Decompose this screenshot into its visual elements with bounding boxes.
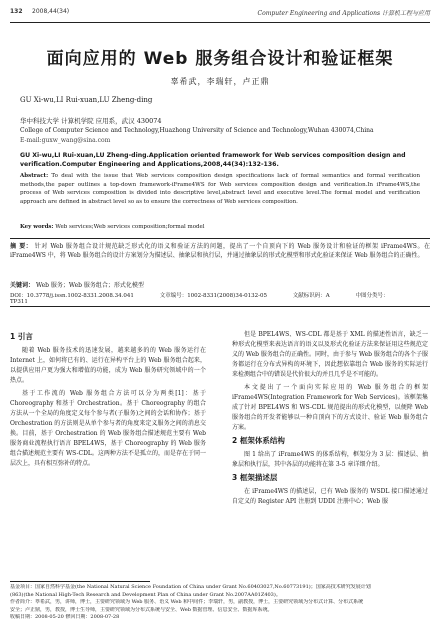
doi: DOI：10.3778/j.issn.1002-8331.2008.34.041 — [10, 293, 134, 299]
footnote-bio-2: 安全；卢正鼎，男，教授，博士生导师，主要研究领域为分布式系统与安全、Web 数据管理、信息安全、数据库系统。 — [10, 606, 273, 613]
article-number: 文章编号：1002-8331(2008)34-0132-05 — [159, 293, 268, 299]
keywords-english-label: Key words: — [20, 224, 54, 230]
body-rule — [10, 306, 430, 307]
intro-paragraph-4: 本文提出了一个面向实际应用的 Web 服务组合的框架 iFrame4WS(Integration Framework for Web Services)。该框架集成了针对 BPEL4WS 和 WS-CDL 规范提出的形式化模型，以便降 Web 服务组合的开发者能够以一种自顶向下的方式设计、验证 Web 服务组合方案。 — [232, 384, 428, 431]
section-heading-architecture: 2 框架体系结构 — [232, 436, 285, 445]
header-rule — [10, 22, 430, 23]
footnote-bio-1: 作者简介：辜希武，男，讲师，博士，主要研究领域为 Web 服务、语义 Web 和中间件；李瑞轩，男，副教授，博士，主要研究领域为分布式计算、分布式系统 — [10, 599, 364, 605]
keywords-english-text: Web services;Web services composition;formal model — [55, 224, 205, 230]
page-number: 132 — [10, 8, 23, 15]
footnotes — [10, 584, 430, 622]
author-email: E-mail:guxw_wang@sina.com — [20, 137, 111, 144]
intro-paragraph-2: 基于工作流的 Web 服务组合方法可以分为两类[1]：基于 Choreography 和基于 Orchestration。基于 Choreography 的组合方法从一个全局的角度定义每个参与者(子服务)之间的会话和协作；基于 Orchestration 的方法则是从单个参与者的角度来定义服务之间的消息交换。目前，基于 Orchestration 的 Web 服务组合描述规范主要有 Web 服务商业流程执行语言 BPEL4WS，基于 Choreography 的 Web 服务组合描述规范主要有 WS-CDL。这两种方法不是孤立的，而是存在于同一层次上，具有相互弥补的特点。 — [10, 390, 206, 467]
abstract-chinese — [10, 242, 430, 260]
document-code: 文献标识码：A — [292, 293, 330, 299]
keywords-chinese-text: Web 服务；Web 服务组合；形式化模型 — [35, 282, 144, 289]
abstract-rule — [10, 238, 430, 239]
footnote-dates: 收稿日期：2008-05-20 修回日期：2008-07-28 — [10, 614, 120, 620]
keywords-chinese — [10, 280, 430, 289]
footnote-funding-1: 基金项目：国家自然科学基金(the National Natural Science Foundation of China under Grant No.60403027,No.60773191)；国家高技术研究发展计划 — [10, 584, 371, 590]
abstract-chinese-text: 针对 Web 服务组合设计规范缺乏形式化的语义和验证方法的问题，提出了一个自顶向下的 Web 服务设计和验证的框架 iFrame4WS。在 iFrame4WS 中，将 Web 服务组合的设计方案划分为描述层、抽象层和执行层，并通过抽象层的形式化模型和形式化验证来保证 Web 服务组合的正确性。 — [10, 243, 430, 259]
section-heading-introduction: 1 引言 — [10, 332, 33, 341]
intro-paragraph-1: 随着 Web 服务技术的迅速发展，越来越多的的 Web 服务运行在 Internet 上，如何将已有的、运行在异构平台上的 Web 服务组合起来，以提供应用户更为强大和增值的功能，成为 Web 服务研究领域中的一个热点。 — [10, 347, 206, 384]
body-column-left — [10, 330, 206, 472]
footnote-funding-2: (863)(the National High-Tech Research and Development Plan of China under Grant No.2007AA01Z403)。 — [10, 591, 281, 598]
paper-title: 面向应用的 Web 服务组合设计和验证框架 — [46, 49, 394, 69]
clc-number: 中图分类号：TP311 — [10, 293, 389, 305]
article-identifiers — [10, 291, 430, 305]
keywords-english — [20, 224, 420, 230]
authors-english: GU Xi-wu,LI Rui-xuan,LU Zheng-ding — [20, 96, 153, 104]
english-citation: GU Xi-wu,LI Rui-xuan,LU Zheng-ding.Application oriented framework for Web services composition design and verification.Computer Engineering and Applications,2008,44(34):132-136. — [20, 152, 406, 168]
body-column-right — [232, 330, 428, 510]
footnote-rule — [10, 581, 150, 582]
description-layer-paragraph: 在 iFrame4WS 的描述层，已有 Web 服务的 WSDL 接口描述通过自定义的 Register API 注册到 UDDI 注册中心；Web 服 — [232, 488, 428, 505]
intro-paragraph-3: 但是 BPEL4WS、WS-CDL 都是基于 XML 的描述性语言，缺乏一种形式化模型来表达语言的语义以及形式化验证方法来保证用这些规范定义的 Web 服务组合的正确性。同时，由于参与 Web 服务组合的各个子服务都运行在分布式异构的环境下，因此想依靠组合 Web 服务的实际运行来检测组合中的错误是代价很大的并且几乎是不可能的。 — [232, 331, 428, 378]
running-header — [10, 8, 430, 20]
keywords-chinese-label: 关键词： — [10, 282, 35, 289]
abstract-english-label: Abstract: — [20, 173, 49, 179]
authors-chinese: 辜希武，李瑞轩，卢正鼎 — [170, 77, 270, 86]
abstract-english — [20, 172, 420, 206]
affiliation-chinese: 华中科技大学 计算机学院 应用系，武汉 430074 — [20, 117, 162, 125]
abstract-chinese-label: 摘 要： — [10, 243, 33, 250]
architecture-paragraph: 图 1 给出了 iFrame4WS 的体系结构，框架分为 3 层：描述层、抽象层和执行层，其中各层的功能将在第 3-5 章详细介绍。 — [232, 451, 428, 468]
abstract-english-text: To deal with the issue that Web services composition design specifications lack of formal semantics and formal verification methods,the paper outlines a top-down framework-iFrame4WS for Web services composition design and verification.In iFrame4WS,the process of Web services composition is divided into descriptive level,abstract level and executive level.The formal model and verification approach are defined in abstract level so as to ensure the correctness of Web services composition. — [20, 173, 421, 205]
issue-info: 2008,44(34) — [32, 8, 70, 15]
affiliation-english: College of Computer Science and Technology,Huazhong University of Science and Technology,Wuhan 430074,China — [20, 127, 374, 134]
journal-name: Computer Engineering and Applications 计算机工程与应用 — [257, 10, 430, 17]
section-heading-description-layer: 3 框架描述层 — [232, 473, 278, 482]
